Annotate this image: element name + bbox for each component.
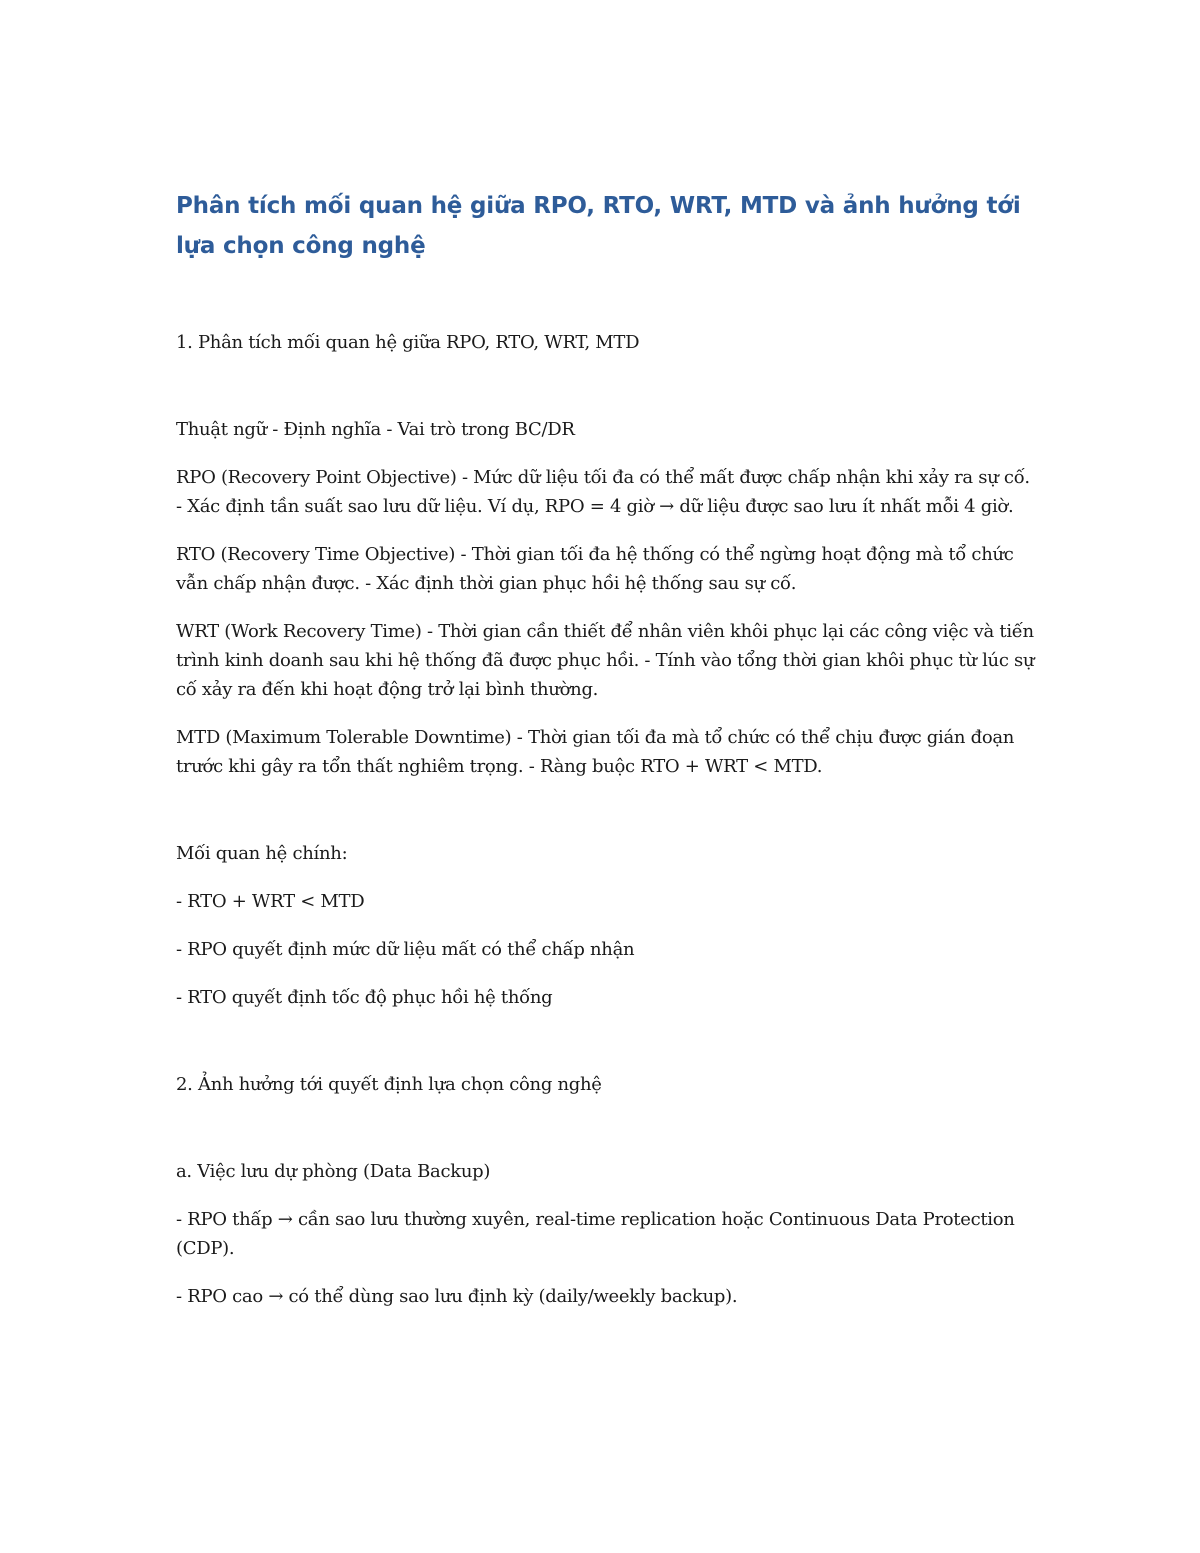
term-row-rto: RTO (Recovery Time Objective) - Thời gian tối đa hệ thống có thể ngừng hoạt động mà tổ chức vẫn chấp nhận được. - Xác định thời gian phục hồi hệ thống sau sự cố. [176,544,1014,594]
subsection-a-heading: a. Việc lưu dự phòng (Data Backup) [176,1161,491,1182]
relation-item: - RPO quyết định mức dữ liệu mất có thể chấp nhận [176,939,635,960]
term-row-wrt: WRT (Work Recovery Time) - Thời gian cần thiết để nhân viên khôi phục lại các công việc và tiến trình kinh doanh sau khi hệ thống đã được phục hồi. - Tính vào tổng thời gian khôi phục từ lúc sự cố xảy ra đến khi hoạt động trở lại bình thường. [176,621,1035,700]
term-row-rpo: RPO (Recovery Point Objective) - Mức dữ liệu tối đa có thể mất được chấp nhận khi xảy ra sự cố. - Xác định tần suất sao lưu dữ liệu. Ví dụ, RPO = 4 giờ → dữ liệu được sao lưu ít nhất mỗi 4 giờ. [176,467,1030,517]
relation-item: - RTO quyết định tốc độ phục hồi hệ thống [176,987,553,1008]
section-2-heading: 2. Ảnh hưởng tới quyết định lựa chọn công nghệ [176,1074,602,1095]
document-title: Phân tích mối quan hệ giữa RPO, RTO, WRT, MTD và ảnh hưởng tới lựa chọn công nghệ [176,193,1021,259]
backup-item: - RPO thấp → cần sao lưu thường xuyên, real-time replication hoặc Continuous Data Protection (CDP). [176,1209,1015,1259]
document-body [176,186,1036,1311]
relations-heading: Mối quan hệ chính: [176,843,348,864]
backup-item: - RPO cao → có thể dùng sao lưu định kỳ (daily/weekly backup). [176,1286,738,1307]
relation-item: - RTO + WRT < MTD [176,891,365,912]
table-header: Thuật ngữ - Định nghĩa - Vai trò trong BC/DR [176,419,575,440]
term-row-mtd: MTD (Maximum Tolerable Downtime) - Thời gian tối đa mà tổ chức có thể chịu được gián đoạn trước khi gây ra tổn thất nghiêm trọng. - Ràng buộc RTO + WRT < MTD. [176,727,1015,777]
section-1-heading: 1. Phân tích mối quan hệ giữa RPO, RTO, WRT, MTD [176,332,640,353]
